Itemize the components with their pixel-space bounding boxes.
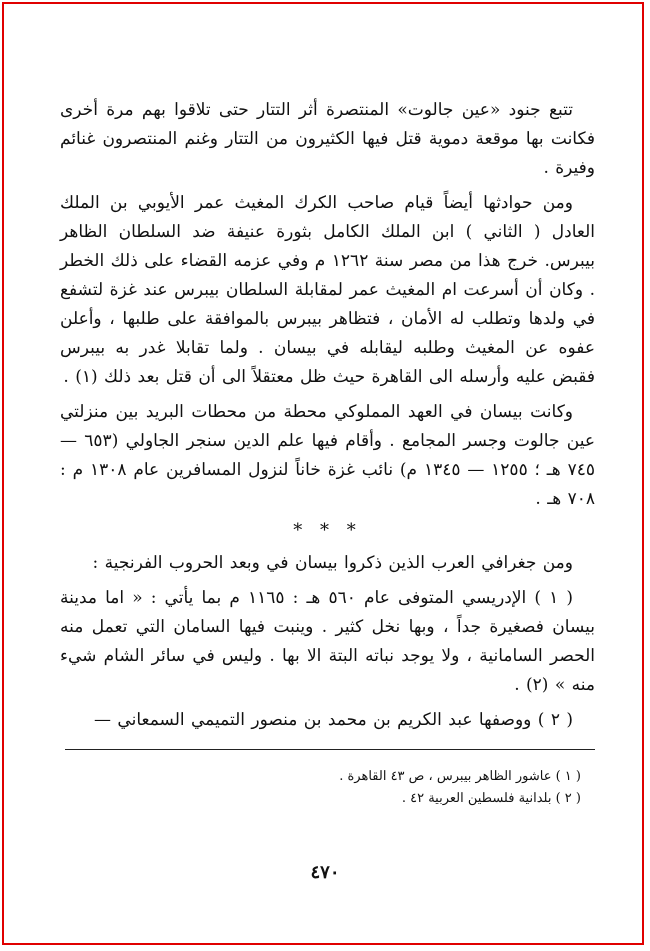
paragraph-3: وكانت بيسان في العهد المملوكي محطة من محطات البريد بين منزلتي عين جالوت وجسر المجامع . وأقام فيها علم الدين سنجر الجاولي (٦٥٣ — ٧٤٥ هـ ؛ ١٢٥٥ — ١٣٤٥ م) نائب غزة خاناً لنزول المسافرين عام ١٣٠٨ م : ٧٠٨ هـ . <box>60 402 596 509</box>
section-separator: * * * <box>293 520 362 541</box>
page-body <box>60 96 595 810</box>
footnote-2: ( ٢ ) بلدانية فلسطين العربية ٤٢ . <box>401 791 581 806</box>
page-number: ٤٧٠ <box>310 862 340 883</box>
footnote-1: ( ١ ) عاشور الظاهر بيبرس ، ص ٤٣ القاهرة . <box>339 769 581 784</box>
paragraph-2: ومن حوادثها أيضاً قيام صاحب الكرك المغيث عمر الأيوبي بن الملك العادل ( الثاني ) ابن الملك الكامل بثورة عنيفة ضد السلطان الظاهر بيبرس. خرج هذا من مصر سنة ١٢٦٢ م وفي عزمه القضاء على ذلك الخطر . وكان أن أسرعت ام المغيث عمر لمقابلة السلطان بيبرس عند غزة لتشفع في ولدها وتطلب له الأمان ، فتظاهر بيبرس بالموافقة على طلبها ، وأعلن عفوه عن المغيث وطلبه ليقابله في بيسان . ولما تقابلا غدر به بيبرس فقبض عليه وأرسله الى القاهرة حيث ظل معتقلاً الى أن قتل بعد ذلك (١) . <box>60 193 595 387</box>
paragraph-1: تتبع جنود «عين جالوت» المنتصرة أثر التتار حتى تلاقوا بهم مرة أخرى فكانت بها موقعة دموية قتل فيها الكثيرون من التتار وغنم المنتصرون غنائم وفيرة . <box>60 100 595 178</box>
paragraph-5: ( ١ ) الإدريسي المتوفى عام ٥٦٠ هـ : ١١٦٥ م بما يأتي : « اما مدينة بيسان فصغيرة جداً ، وبها نخل كثير . وينبت فيها السامان التي تعمل منه الحصر السامانية ، ولا يوجد نباته البتة الا بها . وليس في سائر الشام شيء منه » (٢) . <box>60 588 595 695</box>
footnote-divider <box>65 749 595 750</box>
paragraph-4: ومن جغرافي العرب الذين ذكروا بيسان في وبعد الحروب الفرنجية : <box>92 553 573 573</box>
paragraph-6: ( ٢ ) ووصفها عبد الكريم بن محمد بن منصور التميمي السمعاني — <box>94 710 573 730</box>
